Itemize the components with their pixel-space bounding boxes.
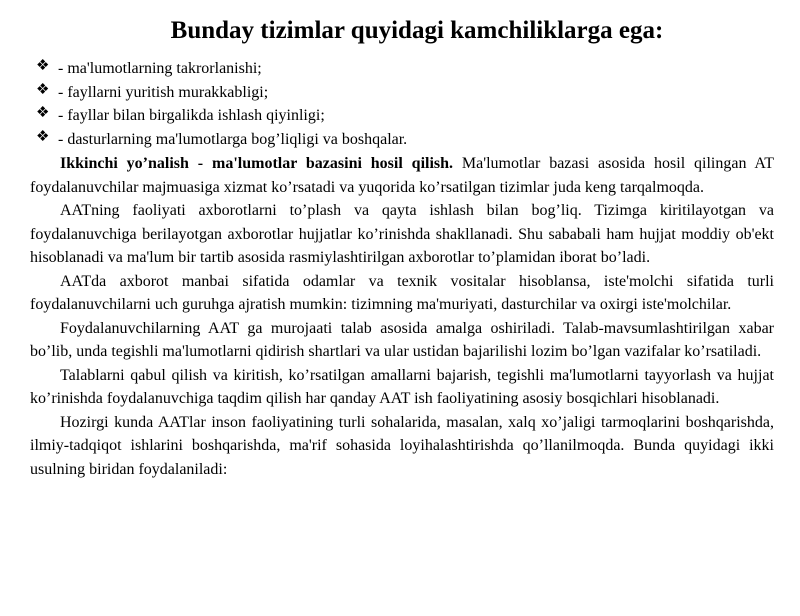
list-item <box>30 104 774 128</box>
paragraph-application-areas: Hozirgi kunda AATlar inson faoliyatining turli sohalarida, masalan, xalq xo’jaligi tarmoqlarini boshqarishda, ilmiy-tadqiqot ishlarini boshqarishda, ma'rif sohasida loyihalashtirishda qo’llanilmoqda. Bunda quyidagi ikki usulning biridan foydalaniladi: <box>30 413 774 478</box>
paragraph-main-stages: Talablarni qabul qilish va kiritish, ko’rsatilgan amallarni bajarish, tegishli ma'lumotlarni tayyorlash va hujjat ko’rinishda foydalanuvchiga taqdim qilish har qanday AAT ish faoliyatining asosiy bosqichlari hisoblanadi. <box>30 366 774 407</box>
paragraph-information-sources: AATda axborot manbai sifatida odamlar va texnik vositalar hisoblansa, iste'molchi sifatida turli foydalanuvchilarni uch guruhga ajratish mumkin: tizimning ma'muriyati, dasturchilar va oxirgi iste'molchilar. <box>30 272 774 313</box>
list-item-text: - fayllar bilan birgalikda ishlash qiyinligi; <box>58 107 325 124</box>
list-item <box>30 57 774 81</box>
page-heading: Bunday tizimlar quyidagi kamchiliklarga ega: <box>170 17 664 44</box>
list-item <box>30 81 774 105</box>
document-page <box>0 16 800 616</box>
paragraph-aat-activity: AATning faoliyati axborotlarni to’plash va qayta ishlash bilan bog’liq. Tizimga kiritilayotgan va foydalanuvchiga berilayotgan axborotlar hujjatlar ko’rinishda shakllanadi. Shu sababali ham hujjat moddiy ob'ekt hisoblanadi va ma'lum bir tartib asosida rasmiylashtirilgan axborotlar to’plamidan iborat bo’ladi. <box>30 202 774 266</box>
shortcomings-list <box>30 57 774 151</box>
paragraph-lead: Ikkinchi yo’nalish - ma'lumotlar bazasini hosil qilish. <box>60 155 454 172</box>
list-item-text: - dasturlarning ma'lumotlarga bog’liqligi va boshqalar. <box>58 130 408 148</box>
paragraph-database-direction <box>30 152 774 199</box>
diamond-bullet-icon: ❖ <box>36 128 50 145</box>
paragraph-text: Ma'lumotlar bazasi asosida hosil qilingan AT foydalanuvchilar majmuasiga xizmat ko’rsatadi va yuqorida ko’rsatilgan tizimlar juda keng tarqalmoqda. <box>30 155 774 196</box>
diamond-bullet-icon: ❖ <box>36 81 50 98</box>
paragraph-user-requests: Foydalanuvchilarning AAT ga murojaati talab asosida amalga oshiriladi. Talab-mavsumlashtirilgan xabar bo’lib, unda tegishli ma'lumotlarni qidirish shartlari va ular ustidan bajarilishi lozim bo’lgan vazifalar ko’rsatiladi. <box>30 319 774 360</box>
list-item <box>30 128 774 152</box>
list-item-text: - ma'lumotlarning takrorlanishi; <box>58 60 262 77</box>
diamond-bullet-icon: ❖ <box>36 58 50 75</box>
list-item-text: - fayllarni yuritish murakkabligi; <box>58 83 269 101</box>
diamond-bullet-icon: ❖ <box>36 105 50 122</box>
